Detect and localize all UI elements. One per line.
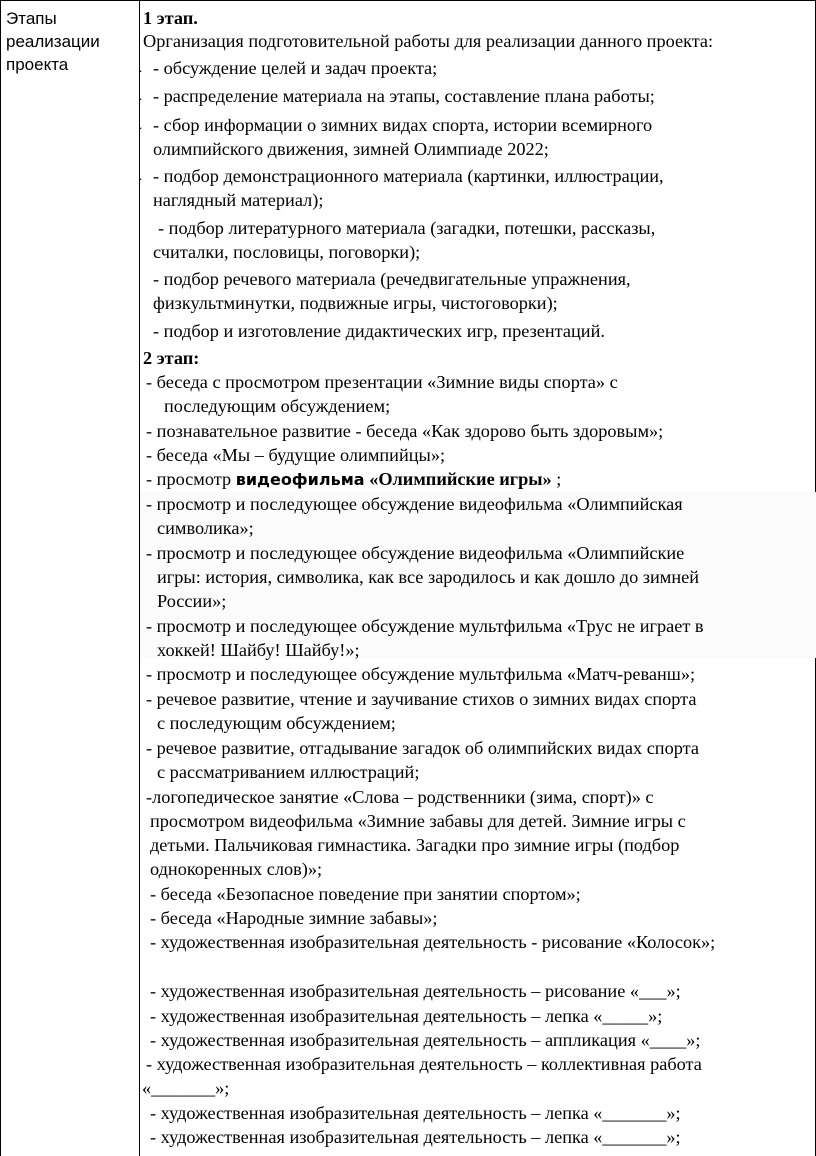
stage2-line: - художественная изобразительная деятельность – коллективная работа: [146, 1054, 702, 1074]
stage1-item: олимпийского движения, зимней Олимпиаде 2022;: [153, 139, 549, 159]
bullet-dot: .: [139, 168, 143, 183]
stage1-item: - подбор и изготовление дидактических игр, презентаций.: [153, 321, 605, 341]
stage1-item: - подбор литературного материала (загадки, потешки, рассказы,: [158, 218, 656, 238]
stage1-heading: 1 этап.: [143, 8, 198, 28]
stage2-line: - речевое развитие, чтение и заучивание стихов о зимних видах спорта: [146, 689, 697, 709]
stage1-item: считалки, пословицы, поговорки);: [153, 242, 421, 262]
stage2-line: - просмотр и последующее обсуждение видеофильма «Олимпийская: [146, 494, 683, 514]
bullet-dot: .: [139, 60, 143, 75]
stage1-item: - обсуждение целей и задач проекта;: [153, 58, 438, 78]
stage2-line: - познавательное развитие - беседа «Как здорово быть здоровым»;: [146, 421, 664, 441]
stage2-line: - художественная изобразительная деятельность – лепка «_______»;: [150, 1103, 681, 1123]
stage2-line: последующим обсуждением;: [164, 396, 391, 416]
stage1-item: физкультминутки, подвижные игры, чистоговорки);: [153, 293, 558, 313]
stage1-item: - подбор речевого материала (речедвигательные упражнения,: [153, 269, 631, 289]
stage2-line: России»;: [157, 591, 227, 611]
stage2-line: детьми. Пальчиковая гимнастика. Загадки про зимние игры (подбор: [150, 835, 680, 855]
stage2-line: - беседа с просмотром презентации «Зимние виды спорта» с: [146, 372, 618, 392]
stage2-line: - художественная изобразительная деятельность - рисование «Колосок»;: [150, 932, 716, 952]
stage2-line: - просмотр и последующее обсуждение мультфильма «Трус не играет в: [146, 616, 704, 636]
stage2-line: просмотром видеофильма «Зимние забавы для детей. Зимние игры с: [150, 811, 686, 831]
stage2-line: с рассматриванием иллюстраций;: [157, 762, 420, 782]
stage1-intro: Организация подготовительной работы для реализации данного проекта:: [143, 31, 714, 51]
stage2-line: - художественная изобразительная деятельность – аппликация «____»;: [150, 1030, 701, 1050]
stage2-line: -логопедическое занятие «Слова – родственники (зима, спорт)» с: [146, 787, 654, 807]
stage-label-line: проекта: [6, 55, 69, 74]
stage2-line: однокоренных слов)»;: [150, 859, 323, 879]
stage2-line: - просмотр и последующее обсуждение видеофильма «Олимпийские: [146, 543, 685, 563]
stage2-bold-title: «Олимпийские игры»: [369, 469, 552, 489]
bullet-dot: .: [139, 117, 143, 132]
stage2-line: - беседа «Народные зимние забавы»;: [150, 908, 438, 928]
stage2-line-video: [146, 467, 561, 492]
stage2-line: - беседа «Безопасное поведение при занятии спортом»;: [150, 884, 581, 904]
stage2-line: - беседа «Мы – будущие олимпийцы»;: [146, 445, 446, 465]
stage1-item: наглядный материал);: [153, 190, 324, 210]
stage2-line: - художественная изобразительная деятельность – рисование «___»;: [150, 981, 681, 1001]
stage2-line: - просмотр и последующее обсуждение мультфильма «Матч-реванш»;: [146, 664, 696, 684]
stage2-line: - художественная изобразительная деятельность – лепка «_____»;: [150, 1006, 663, 1026]
stage1-item: - подбор демонстрационного материала (картинки, иллюстрации,: [153, 166, 664, 186]
stage-label-line: Этапы: [6, 9, 57, 28]
stage2-text: - просмотр: [146, 469, 232, 489]
stage-label-line: реализации: [6, 32, 100, 51]
stage2-line: с последующим обсуждением;: [157, 713, 396, 733]
stage2-line: «_______»;: [142, 1078, 230, 1098]
stage2-line: - художественная изобразительная деятельность – лепка «_______»;: [150, 1127, 681, 1147]
stage2-line: хоккей! Шайбу! Шайбу!»;: [157, 640, 360, 660]
stage2-bold-text: видеофильма: [235, 470, 365, 489]
stage2-line: - речевое развитие, отгадывание загадок об олимпийских видах спорта: [146, 738, 699, 758]
stage1-item: - распределение материала на этапы, составление плана работы;: [153, 86, 655, 106]
stage1-item: - сбор информации о зимних видах спорта, истории всемирного: [153, 115, 653, 135]
stage2-line: игры: история, символика, как все зародилось и как дошло до зимней: [157, 567, 700, 587]
bullet-dot: .: [139, 88, 143, 103]
stage2-text: ;: [556, 469, 562, 489]
stage2-line: символика»;: [157, 518, 254, 538]
stage2-heading: 2 этап:: [143, 348, 200, 368]
